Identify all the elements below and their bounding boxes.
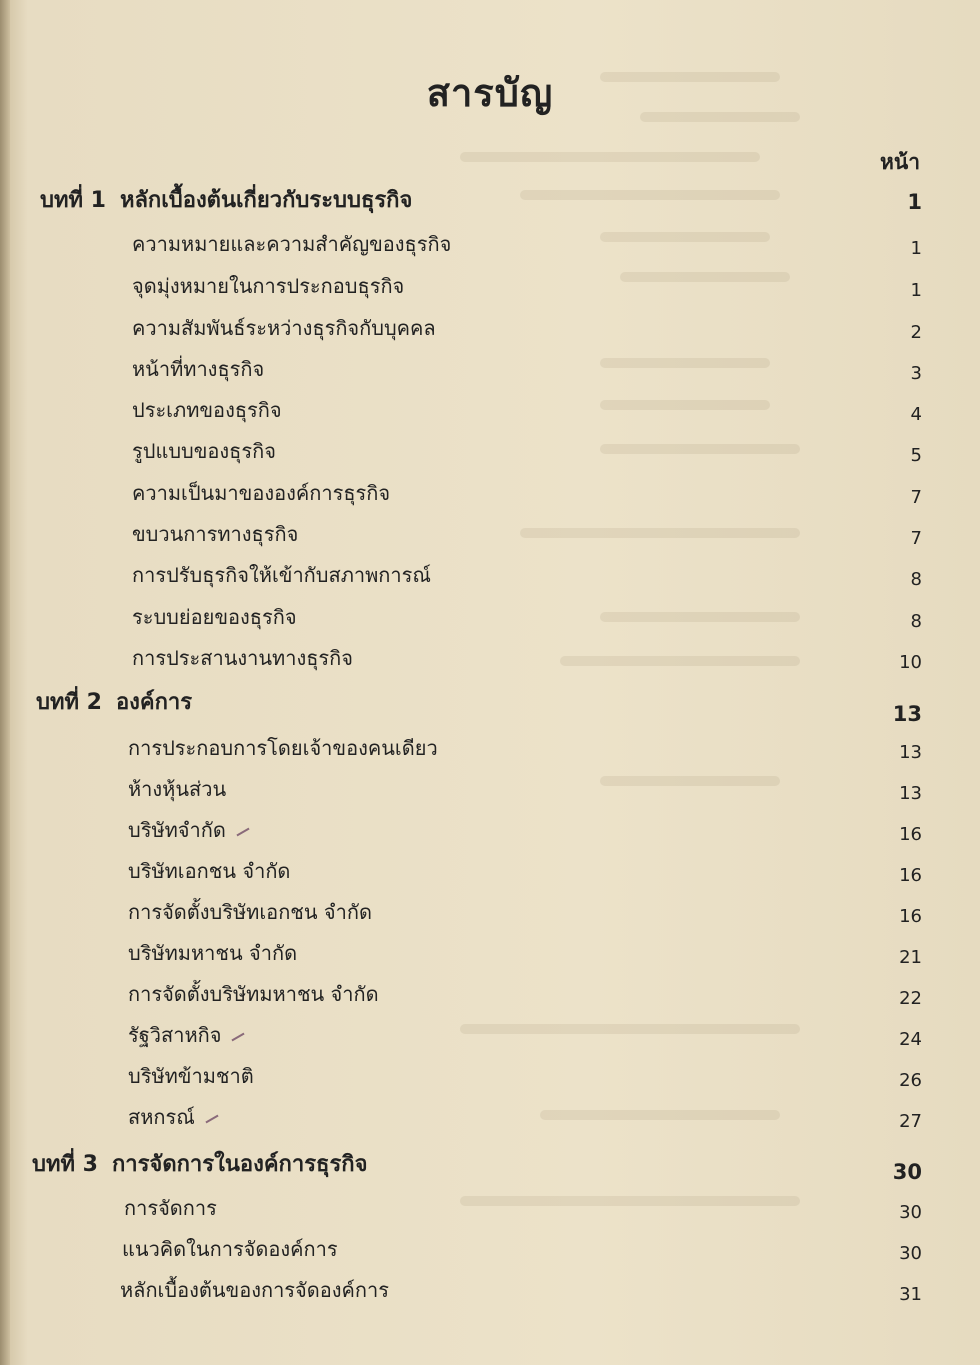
entry-title: หลักเบื้องต้นของการจัดองค์การ (120, 1278, 389, 1302)
entry-page: 22 (899, 988, 922, 1009)
toc-entry (0, 732, 980, 772)
check-mark-icon (236, 827, 249, 836)
toc-entry (0, 228, 980, 268)
entry-page: 31 (899, 1284, 922, 1305)
toc-entry (0, 1192, 980, 1232)
entry-title: การจัดการ (124, 1196, 217, 1220)
chapter-heading (0, 182, 980, 222)
toc-entry (0, 814, 980, 854)
page-title: สารบัญ (426, 71, 554, 115)
entry-page: 16 (899, 824, 922, 845)
entry-title: การจัดตั้งบริษัทเอกชน จำกัด (128, 900, 372, 924)
toc-entry (0, 353, 980, 393)
entry-page: 16 (899, 865, 922, 886)
toc-entry (0, 978, 980, 1018)
entry-page: 3 (910, 363, 922, 384)
toc-entry (0, 855, 980, 895)
entry-page: 13 (899, 783, 922, 804)
entry-page: 1 (910, 238, 922, 259)
toc-entry (0, 312, 980, 352)
entry-title: การประกอบการโดยเจ้าของคนเดียว (128, 736, 438, 760)
entry-title: ขบวนการทางธุรกิจ (132, 522, 299, 546)
toc-entry (0, 937, 980, 977)
entry-page: 10 (899, 652, 922, 673)
entry-title: รูปแบบของธุรกิจ (132, 439, 276, 463)
toc-entry (0, 773, 980, 813)
entry-title: บริษัทเอกชน จำกัด (128, 859, 291, 883)
chapter-title: หลักเบื้องต้นเกี่ยวกับระบบธุรกิจ (119, 188, 413, 213)
entry-page: 21 (899, 947, 922, 968)
entry-page: 4 (910, 404, 922, 425)
chapter-page: 30 (892, 1160, 922, 1184)
toc-entry (0, 435, 980, 475)
entry-page: 2 (910, 322, 922, 343)
toc-entry (0, 270, 980, 310)
entry-page: 8 (910, 569, 922, 590)
toc-entry (0, 1060, 980, 1100)
toc-entry (0, 394, 980, 434)
chapter-title: การจัดการในองค์การธุรกิจ (111, 1152, 368, 1177)
toc-entry (0, 642, 980, 682)
toc-entry (0, 1101, 980, 1141)
entry-page: 7 (910, 528, 922, 549)
chapter-page: 1 (907, 190, 922, 214)
entry-title: หน้าที่ทางธุรกิจ (132, 357, 265, 381)
entry-title: ระบบย่อยของธุรกิจ (132, 605, 297, 629)
toc-entry (0, 559, 980, 599)
chapter-heading (0, 1146, 980, 1186)
entry-title: บริษัทข้ามชาติ (128, 1064, 254, 1088)
chapter-page: 13 (892, 702, 922, 726)
entry-title: การปรับธุรกิจให้เข้ากับสภาพการณ์ (132, 563, 431, 587)
entry-page: 7 (910, 487, 922, 508)
toc-entry (0, 896, 980, 936)
check-mark-icon (232, 1032, 245, 1041)
toc-entry (0, 601, 980, 641)
toc-entry (0, 1274, 980, 1314)
entry-page: 5 (910, 445, 922, 466)
entry-page: 30 (899, 1202, 922, 1223)
entry-title: ห้างหุ้นส่วน (128, 777, 227, 801)
entry-title: สหกรณ์ (128, 1105, 195, 1129)
entry-title: บริษัทจำกัด (128, 818, 226, 842)
check-mark-icon (205, 1114, 218, 1123)
entry-page: 30 (899, 1243, 922, 1264)
entry-title: การจัดตั้งบริษัทมหาชน จำกัด (128, 982, 379, 1006)
entry-page: 13 (899, 742, 922, 763)
entry-title: ความหมายและความสำคัญของธุรกิจ (132, 232, 452, 256)
entry-title: แนวคิดในการจัดองค์การ (122, 1237, 338, 1261)
chapter-number: บทที่ 3 (32, 1152, 98, 1177)
entry-title: ความสัมพันธ์ระหว่างธุรกิจกับบุคคล (132, 316, 436, 340)
entry-page: 27 (899, 1111, 922, 1132)
entry-page: 16 (899, 906, 922, 927)
entry-page: 8 (910, 611, 922, 632)
toc-entry (0, 1233, 980, 1273)
entry-title: ประเภทของธุรกิจ (132, 398, 282, 422)
chapter-number: บทที่ 2 (36, 690, 102, 715)
toc-entry (0, 518, 980, 558)
toc-entry (0, 1019, 980, 1059)
entry-title: ความเป็นมาขององค์การธุรกิจ (132, 481, 391, 505)
entry-title: การประสานงานทางธุรกิจ (132, 646, 353, 670)
page-column-header: หน้า (880, 150, 920, 174)
chapter-heading (0, 684, 980, 724)
entry-page: 24 (899, 1029, 922, 1050)
chapter-number: บทที่ 1 (40, 188, 106, 213)
entry-title: รัฐวิสาหกิจ (128, 1023, 222, 1047)
entry-title: บริษัทมหาชน จำกัด (128, 941, 298, 965)
entry-page: 1 (910, 280, 922, 301)
toc-entry (0, 477, 980, 517)
chapter-title: องค์การ (115, 690, 193, 715)
entry-page: 26 (899, 1070, 922, 1091)
entry-title: จุดมุ่งหมายในการประกอบธุรกิจ (132, 274, 405, 298)
